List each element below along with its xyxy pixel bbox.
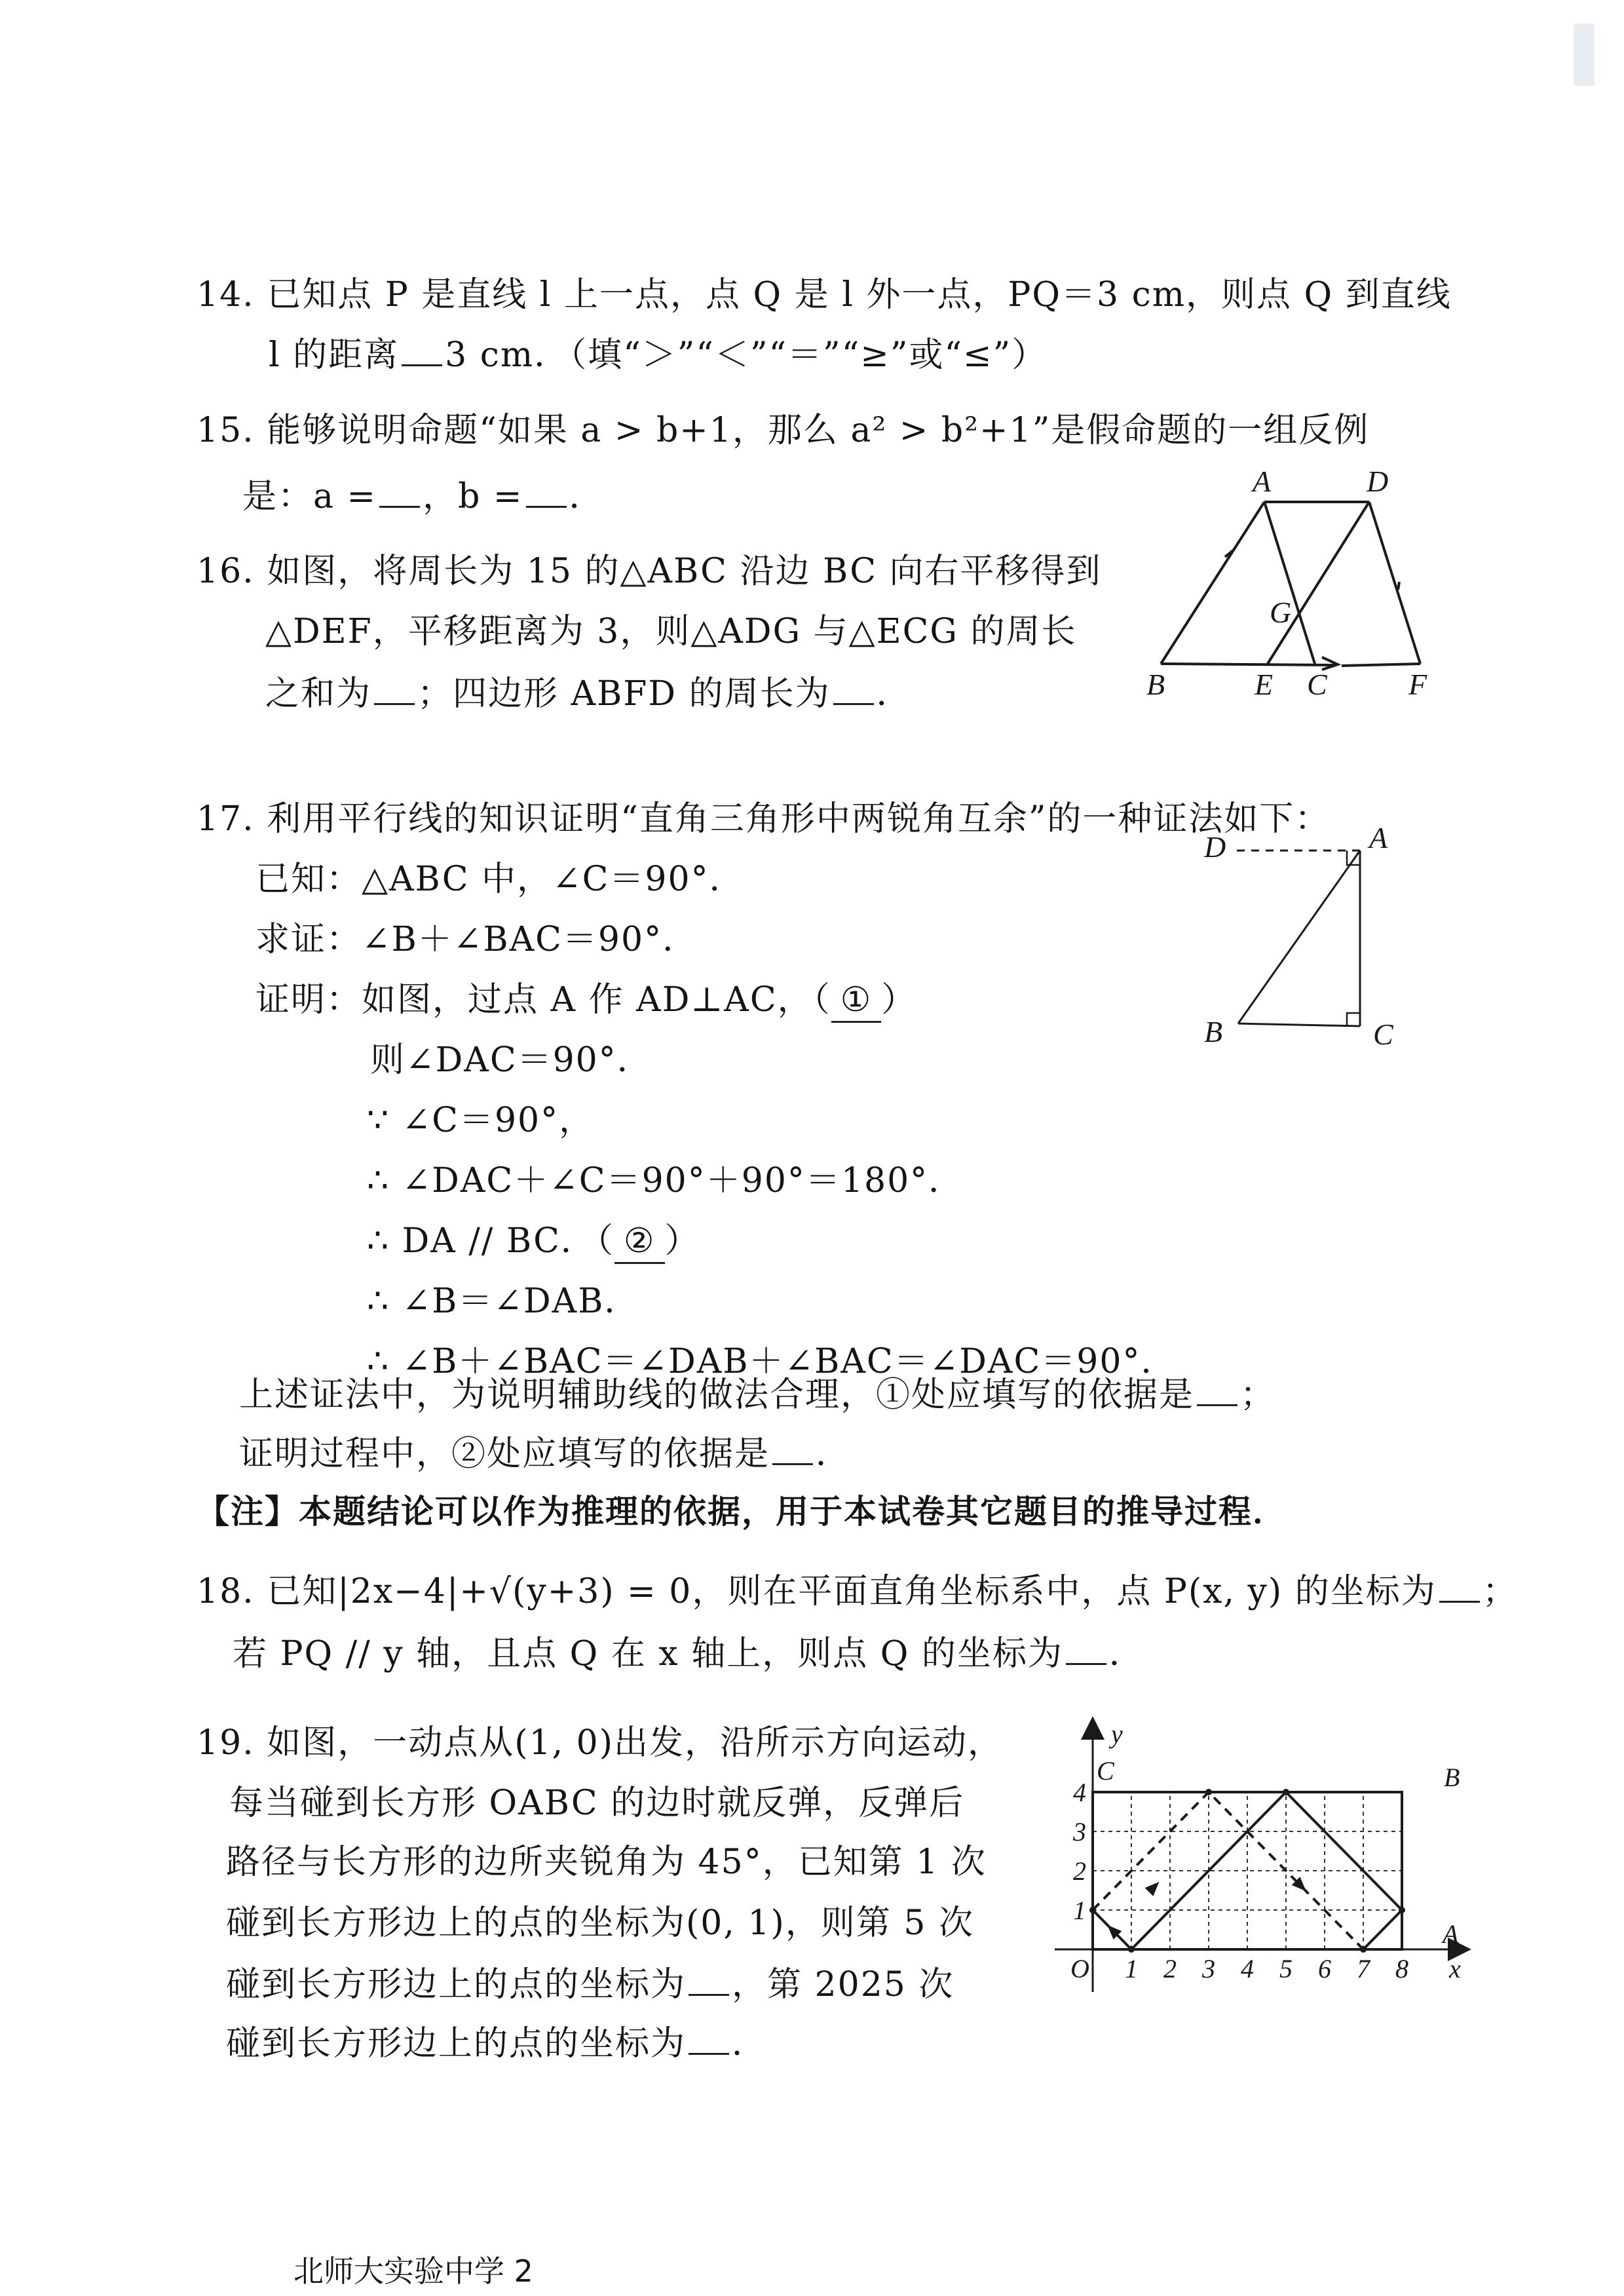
axis-label-x: x: [1449, 1954, 1461, 1983]
q17-step4: [367, 1220, 700, 1264]
bounce-point: [1205, 1789, 1212, 1795]
q17-proof-text: 证明：如图，过点 A 作 AD⊥AC，（: [255, 980, 831, 1020]
q17-figure: [1179, 806, 1428, 1068]
q15-text-a: 是：a =: [242, 477, 377, 516]
x-tick-label: 7: [1357, 1954, 1370, 1983]
label-B: B: [1146, 668, 1165, 701]
q17-ask2-text: 证明过程中，②处应填写的依据是: [239, 1434, 770, 1474]
segment-CF: [1342, 664, 1420, 666]
label-D: D: [1367, 465, 1389, 498]
q16-text2: △DEF，平移距离为 3，则△ADG 与△ECG 的周长: [265, 612, 1077, 651]
q19-text5b: ，第 2025 次: [732, 1965, 954, 2004]
q16-line1: [197, 550, 1102, 592]
q15-line2: [242, 474, 605, 518]
q16-line3: [265, 672, 912, 715]
q17-ask1-end: ；: [1240, 1375, 1276, 1415]
q17-answer-blank-1[interactable]: [1197, 1373, 1237, 1406]
x-tick-label: 8: [1395, 1954, 1408, 1983]
y-tick-label: 3: [1073, 1817, 1086, 1846]
q19-text3: 路径与长方形的边所夹锐角为 45°，已知第 1 次: [226, 1843, 987, 1882]
q19-line1: [197, 1722, 1003, 1764]
q15-blank-b[interactable]: [526, 474, 567, 508]
q16-text3b: ；四边形 ABFD 的周长为: [417, 674, 831, 714]
label-G: G: [1270, 596, 1292, 629]
q17-blank-1[interactable]: ①: [831, 979, 882, 1023]
q17-prove: 求证：∠B＋∠BAC＝90°．: [255, 920, 698, 959]
q17-step4-close: ）: [664, 1221, 700, 1261]
q17-step6: ∴ ∠B＋∠BAC＝∠DAB＋∠BAC＝∠DAC＝90°．: [367, 1342, 1177, 1381]
q15-text-b: ，b =: [423, 477, 523, 516]
bounce-point: [1399, 1907, 1405, 1913]
q14-answer-blank[interactable]: [402, 333, 442, 366]
direction-arrow-icon: [1145, 1878, 1163, 1896]
q15-line1: [197, 410, 1369, 451]
q16-text3c: ．: [876, 674, 912, 714]
scan-artifact: [1574, 24, 1595, 86]
q19-number: 19.: [197, 1723, 255, 1763]
x-tick-label: 1: [1125, 1954, 1138, 1983]
segment-BC: [1238, 1024, 1360, 1026]
q14-number: 14.: [197, 275, 255, 315]
q18-text1-end: ；: [1482, 1572, 1518, 1611]
q17-step5: ∴ ∠B＝∠DAB．: [367, 1282, 640, 1321]
label-C: C: [1373, 1018, 1393, 1051]
x-tick-label: 5: [1279, 1954, 1293, 1983]
grid-lines: [1093, 1792, 1402, 1949]
segment-AC: [1264, 502, 1315, 664]
segment-DE: [1268, 502, 1369, 664]
segment-AB: [1238, 851, 1360, 1024]
label-C: C: [1307, 668, 1327, 701]
q19-text4: 碰到长方形边上的点的坐标为(0, 1)，则第 5 次: [226, 1904, 974, 1943]
q16-text3a: 之和为: [265, 674, 372, 714]
q18-text2: 若 PQ // y 轴，且点 Q 在 x 轴上，则点 Q 的坐标为: [233, 1634, 1063, 1674]
q18-line2: [233, 1632, 1144, 1675]
q15-text-c: ．: [569, 477, 605, 516]
q19-coordinate-graph: [1048, 1717, 1481, 1992]
q17-given: 已知：△ABC 中，∠C＝90°．: [255, 860, 745, 899]
q18-text1: 已知|2x−4|+√(y+3) = 0，则在平面直角坐标系中，点 P(x, y) 的坐标为: [267, 1572, 1437, 1611]
q16-line2: [265, 611, 1076, 653]
label-A: A: [1369, 821, 1388, 854]
x-tick-label: 2: [1163, 1954, 1177, 1983]
segment-AB: [1161, 502, 1264, 664]
q17-ask2-end: ．: [816, 1434, 852, 1474]
q19-line5: [226, 1962, 954, 2006]
q19-blank-1[interactable]: [689, 1962, 729, 1996]
q15-blank-a[interactable]: [379, 474, 420, 508]
q17-step3: ∴ ∠DAC＋∠C＝90°＋90°＝180°．: [367, 1161, 964, 1200]
q19-text5a: 碰到长方形边上的点的坐标为: [226, 1965, 687, 2004]
x-tick-label: 6: [1318, 1954, 1331, 1983]
segment-DF: [1369, 502, 1420, 664]
q18-line1: [197, 1569, 1518, 1613]
q19-text6a: 碰到长方形边上的点的坐标为: [226, 2024, 687, 2063]
y-tick-label: 2: [1073, 1856, 1086, 1886]
q17-step2: ∵ ∠C＝90°，: [367, 1101, 595, 1140]
q15-text: 能够说明命题“如果 a > b+1，那么 a² > b²+1”是假命题的一组反例: [267, 411, 1370, 450]
q14-text: 已知点 P 是直线 l 上一点，点 Q 是 l 外一点，PQ＝3 cm，则点 Q 到直线: [267, 275, 1452, 315]
q14-line2: [269, 333, 1047, 376]
q14-line1: [197, 274, 1452, 316]
q17-answer-blank-2[interactable]: [772, 1432, 813, 1465]
q19-blank-2[interactable]: [689, 2021, 729, 2055]
q17-note: 【注】本题结论可以作为推理的依据，用于本试卷其它题目的推导过程．: [197, 1493, 1287, 1531]
q17-ask2: [239, 1432, 851, 1475]
q18-blank-1[interactable]: [1439, 1569, 1480, 1603]
origin-label: O: [1070, 1954, 1089, 1983]
axes: [1055, 1720, 1467, 1992]
q18-number: 18.: [197, 1572, 255, 1611]
q18-text2-end: ．: [1108, 1634, 1144, 1674]
y-tick-label: 4: [1073, 1778, 1086, 1807]
q17-step1: 则∠DAC＝90°．: [370, 1041, 652, 1080]
segment-BC: [1161, 664, 1336, 665]
label-B: B: [1204, 1015, 1223, 1048]
q14-text-a: l 的距离: [269, 335, 400, 375]
q18-blank-2[interactable]: [1066, 1632, 1106, 1665]
label-C: C: [1097, 1756, 1114, 1786]
x-tick-label: 4: [1241, 1954, 1254, 1983]
q17-ask1-text: 上述证法中，为说明辅助线的做法合理，①处应填写的依据是: [239, 1375, 1195, 1415]
q15-number: 15.: [197, 411, 255, 450]
q17-intro-line: [197, 798, 1330, 840]
q19-text2: 每当碰到长方形 OABC 的边时就反弹，反弹后: [229, 1784, 965, 1823]
q16-blank-1[interactable]: [374, 672, 415, 705]
q17-blank-2[interactable]: ②: [614, 1220, 665, 1264]
q19-line6: [226, 2021, 767, 2065]
q16-number: 16.: [197, 552, 255, 591]
label-A: A: [1253, 465, 1272, 498]
q16-blank-2[interactable]: [833, 672, 874, 705]
q17-ask1: [239, 1373, 1275, 1416]
footer-school-name: 北师大实验中学 2: [293, 2253, 533, 2289]
q17-proof-line: [255, 979, 916, 1023]
q17-intro: 利用平行线的知识证明“直角三角形中两锐角互余”的一种证法如下：: [267, 799, 1331, 839]
q19-text1: 如图，一动点从(1, 0)出发，沿所示方向运动，: [267, 1723, 1004, 1763]
x-tick-label: 3: [1202, 1954, 1215, 1983]
y-tick-label: 1: [1073, 1896, 1086, 1925]
q17-number: 17.: [197, 799, 255, 839]
label-D: D: [1204, 830, 1226, 864]
label-E: E: [1255, 668, 1274, 701]
q17-proof-close: ）: [881, 980, 917, 1020]
label-A: A: [1443, 1919, 1459, 1949]
label-F: F: [1408, 668, 1427, 701]
q19-text6b: ．: [732, 2024, 768, 2063]
parallel-tick-marks: [1225, 550, 1399, 590]
q17-step4-text: ∴ DA // BC．（: [367, 1221, 614, 1261]
axis-label-y: y: [1111, 1719, 1123, 1749]
label-B: B: [1444, 1763, 1460, 1792]
right-angle-mark-C: [1347, 1013, 1360, 1026]
q16-figure: [1146, 459, 1474, 708]
q14-text-b: 3 cm．（填“＞”“＜”“＝”“≥”或“≤”）: [445, 335, 1048, 375]
q16-text1: 如图，将周长为 15 的△ABC 沿边 BC 向右平移得到: [267, 552, 1102, 591]
bounce-point: [1283, 1789, 1289, 1795]
